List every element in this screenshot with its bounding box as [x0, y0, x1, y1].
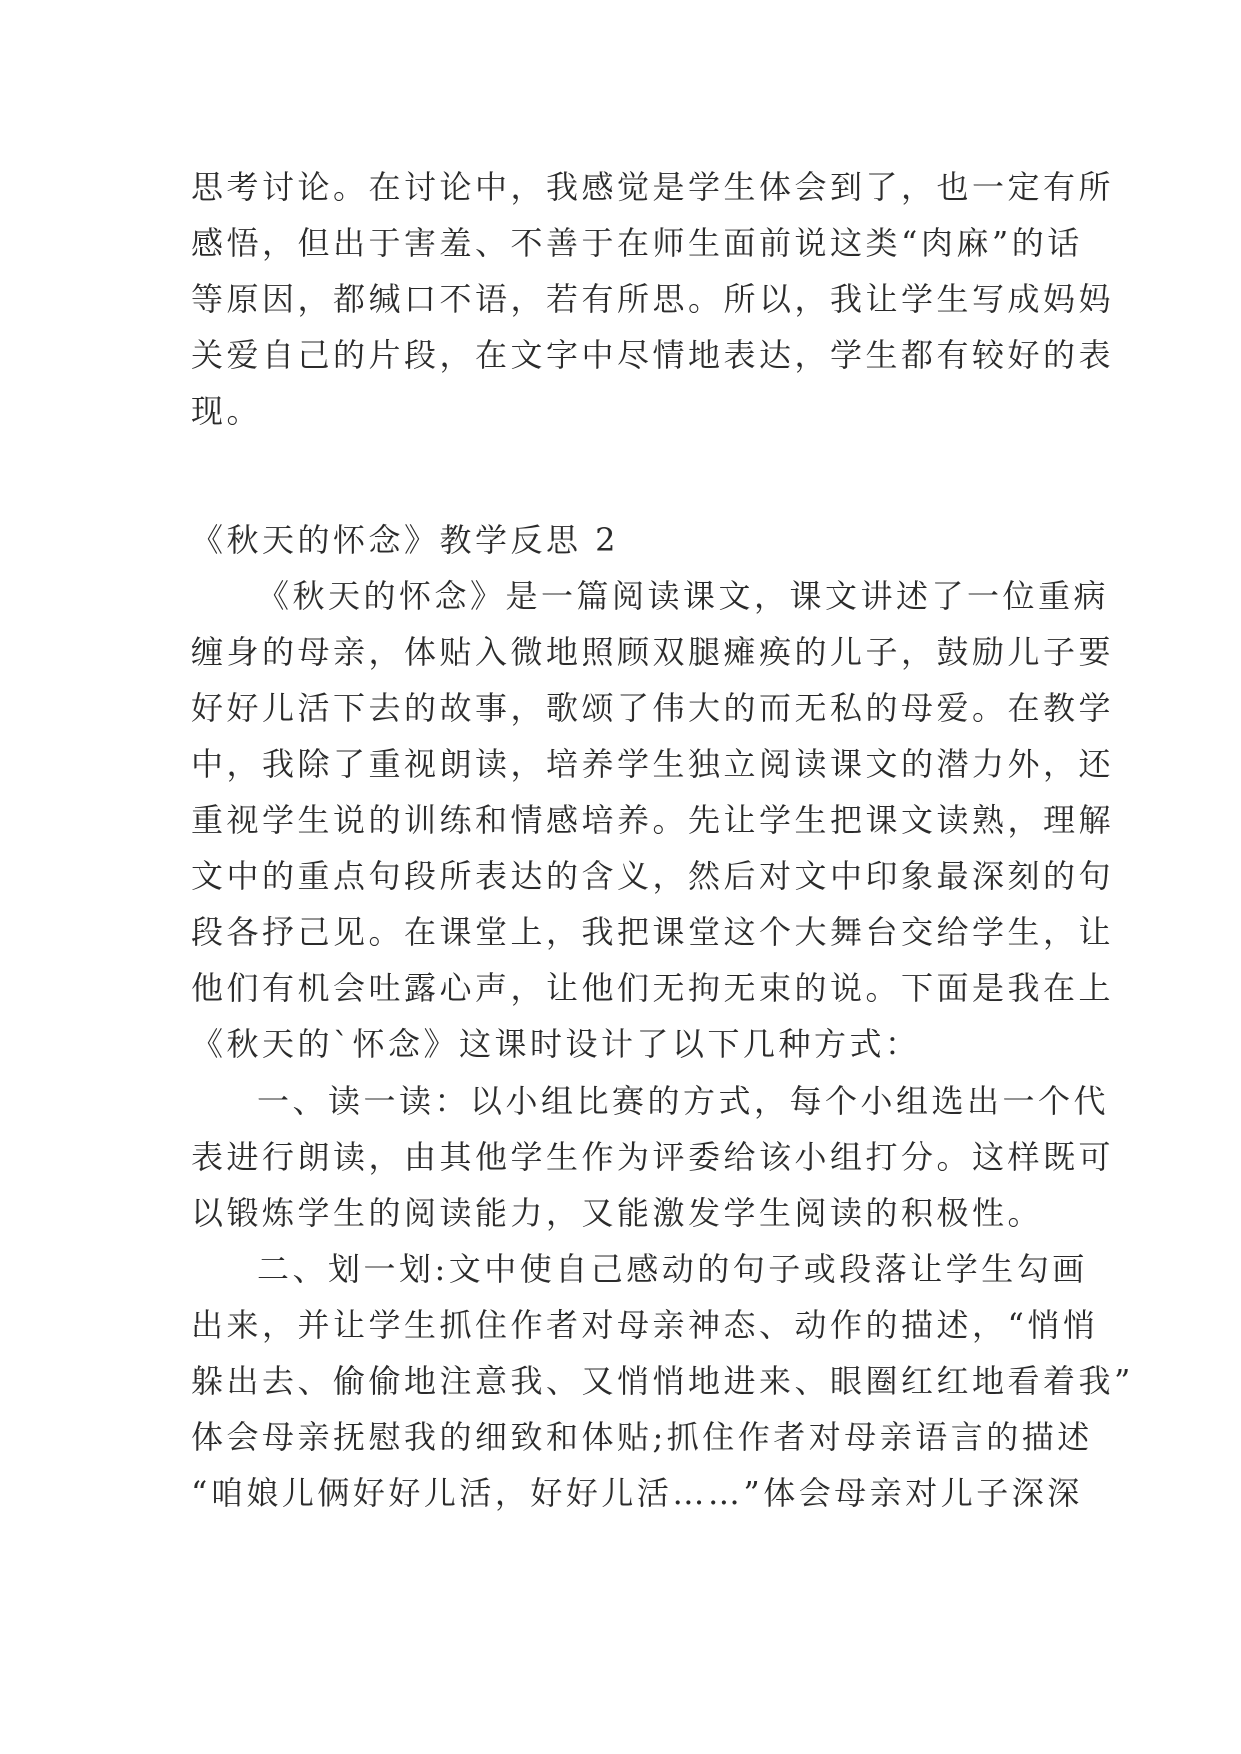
text-line: 表进行朗读，由其他学生作为评委给该小组打分。这样既可 [191, 1138, 1115, 1176]
text-line: 关爱自己的片段，在文字中尽情地表达，学生都有较好的表 [191, 336, 1115, 374]
text-line: 《秋天的怀念》是一篇阅读课文，课文讲述了一位重病 [257, 577, 1110, 615]
text-line: 出来，并让学生抓住作者对母亲神态、动作的描述，“悄悄 [191, 1306, 1099, 1344]
text-line: 缠身的母亲，体贴入微地照顾双腿瘫痪的儿子，鼓励儿子要 [191, 633, 1115, 671]
text-line: 重视学生说的训练和情感培养。先让学生把课文读熟，理解 [191, 801, 1115, 839]
text-line: 中，我除了重视朗读，培养学生独立阅读课文的潜力外，还 [191, 745, 1115, 783]
text-line: 现。 [191, 392, 263, 430]
text-line: 《秋天的`怀念》这课时设计了以下几种方式： [191, 1025, 921, 1063]
text-line: 好好儿活下去的故事，歌颂了伟大的而无私的母爱。在教学 [191, 689, 1115, 727]
text-line: 等原因，都缄口不语，若有所思。所以，我让学生写成妈妈 [191, 280, 1115, 318]
text-line: 感悟，但出于害羞、不善于在师生面前说这类“肉麻”的话 [191, 224, 1083, 262]
text-line: 体会母亲抚慰我的细致和体贴;抓住作者对母亲语言的描述 [191, 1418, 1093, 1456]
text-line: 以锻炼学生的阅读能力，又能激发学生阅读的积极性。 [191, 1194, 1044, 1232]
text-line: 段各抒己见。在课堂上，我把课堂这个大舞台交给学生，让 [191, 913, 1115, 951]
section-heading: 《秋天的怀念》教学反思 2 [191, 521, 620, 559]
text-line: 文中的重点句段所表达的含义，然后对文中印象最深刻的句 [191, 857, 1115, 895]
text-line: 他们有机会吐露心声，让他们无拘无束的说。下面是我在上 [191, 969, 1115, 1007]
text-line: 躲出去、偷偷地注意我、又悄悄地进来、眼圈红红地看着我” [191, 1362, 1134, 1400]
text-line: 二、划一划:文中使自己感动的句子或段落让学生勾画 [257, 1250, 1088, 1288]
text-line: “咱娘儿俩好好儿活，好好儿活……”体会母亲对儿子深深 [191, 1474, 1083, 1512]
text-line: 一、读一读：以小组比赛的方式，每个小组选出一个代 [257, 1082, 1110, 1120]
text-line: 思考讨论。在讨论中，我感觉是学生体会到了，也一定有所 [191, 168, 1115, 206]
